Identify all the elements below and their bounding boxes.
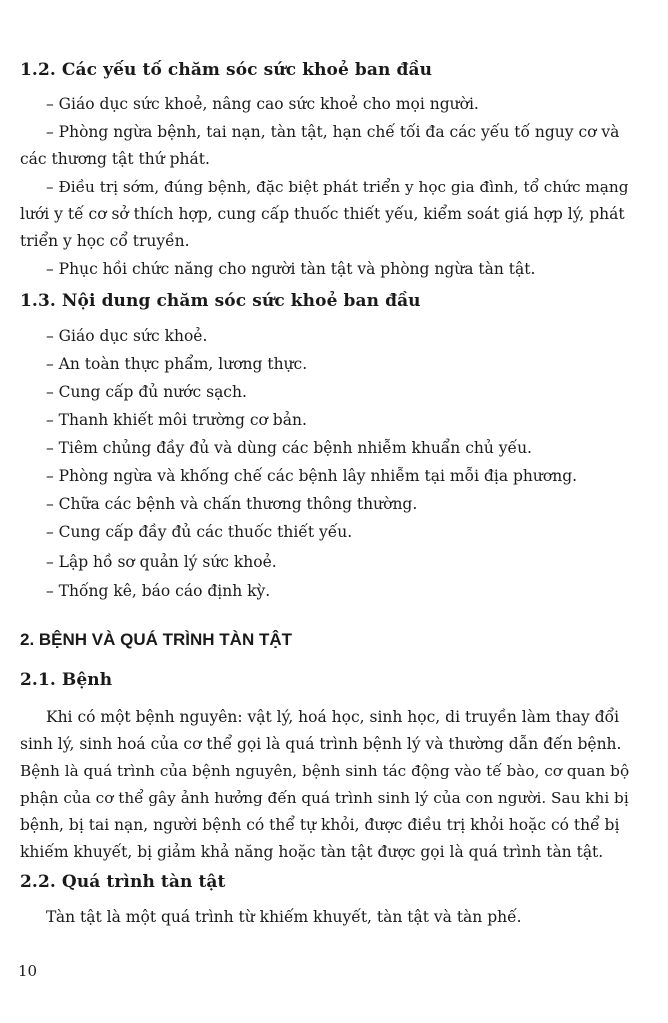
list-item: – Giáo dục sức khoẻ, nâng cao sức khoẻ cho mọi người. [46, 95, 479, 113]
paragraph-line: Tàn tật là một quá trình từ khiếm khuyết, tàn tật và tàn phế. [46, 908, 522, 926]
list-item: – Thanh khiết môi trường cơ bản. [46, 411, 307, 429]
heading-2: 2. BỆNH VÀ QUÁ TRÌNH TÀN TẬT [20, 630, 292, 649]
heading-1-2: 1.2. Các yếu tố chăm sóc sức khoẻ ban đầu [20, 60, 433, 80]
list-item: – Phòng ngừa và khống chế các bệnh lây nhiễm tại mỗi địa phương. [46, 467, 578, 485]
list-item: – An toàn thực phẩm, lương thực. [46, 355, 308, 373]
paragraph-line: Bệnh là quá trình của bệnh nguyên, bệnh sinh tác động vào tế bào, cơ quan bộ [20, 762, 630, 780]
list-item: – Lập hồ sơ quản lý sức khoẻ. [46, 553, 277, 571]
list-item-continuation: lưới y tế cơ sở thích hợp, cung cấp thuốc thiết yếu, kiểm soát giá hợp lý, phát [20, 205, 625, 223]
list-item: – Giáo dục sức khoẻ. [46, 327, 208, 345]
list-item: – Cung cấp đủ nước sạch. [46, 383, 247, 401]
paragraph-line: sinh lý, sinh hoá của cơ thể gọi là quá trình bệnh lý và thường dẫn đến bệnh. [20, 735, 622, 753]
heading-1-3: 1.3. Nội dung chăm sóc sức khoẻ ban đầu [20, 291, 421, 311]
list-item-continuation: các thương tật thứ phát. [20, 150, 210, 168]
paragraph-line: phận của cơ thể gây ảnh hưởng đến quá trình sinh lý của con người. Sau khi bị [20, 789, 629, 807]
list-item: – Điều trị sớm, đúng bệnh, đặc biệt phát triển y học gia đình, tổ chức mạng [46, 178, 629, 196]
list-item: – Phục hồi chức năng cho người tàn tật và phòng ngừa tàn tật. [46, 260, 536, 278]
paragraph-line: Khi có một bệnh nguyên: vật lý, hoá học, sinh học, di truyền làm thay đổi [46, 708, 620, 726]
paragraph-line: bệnh, bị tai nạn, người bệnh có thể tự khỏi, được điều trị khỏi hoặc có thể bị [20, 816, 620, 834]
list-item: – Chữa các bệnh và chấn thương thông thường. [46, 495, 418, 513]
list-item: – Cung cấp đầy đủ các thuốc thiết yếu. [46, 523, 353, 541]
heading-2-1: 2.1. Bệnh [20, 670, 113, 690]
paragraph-line: khiếm khuyết, bị giảm khả năng hoặc tàn tật được gọi là quá trình tàn tật. [20, 843, 604, 861]
heading-2-2: 2.2. Quá trình tàn tật [20, 872, 226, 892]
list-item: – Thống kê, báo cáo định kỳ. [46, 582, 271, 600]
list-item-continuation: triển y học cổ truyền. [20, 232, 190, 250]
list-item: – Phòng ngừa bệnh, tai nạn, tàn tật, hạn chế tối đa các yếu tố nguy cơ và [46, 123, 620, 141]
list-item: – Tiêm chủng đầy đủ và dùng các bệnh nhiễm khuẩn chủ yếu. [46, 439, 532, 457]
page-number: 10 [18, 962, 38, 980]
